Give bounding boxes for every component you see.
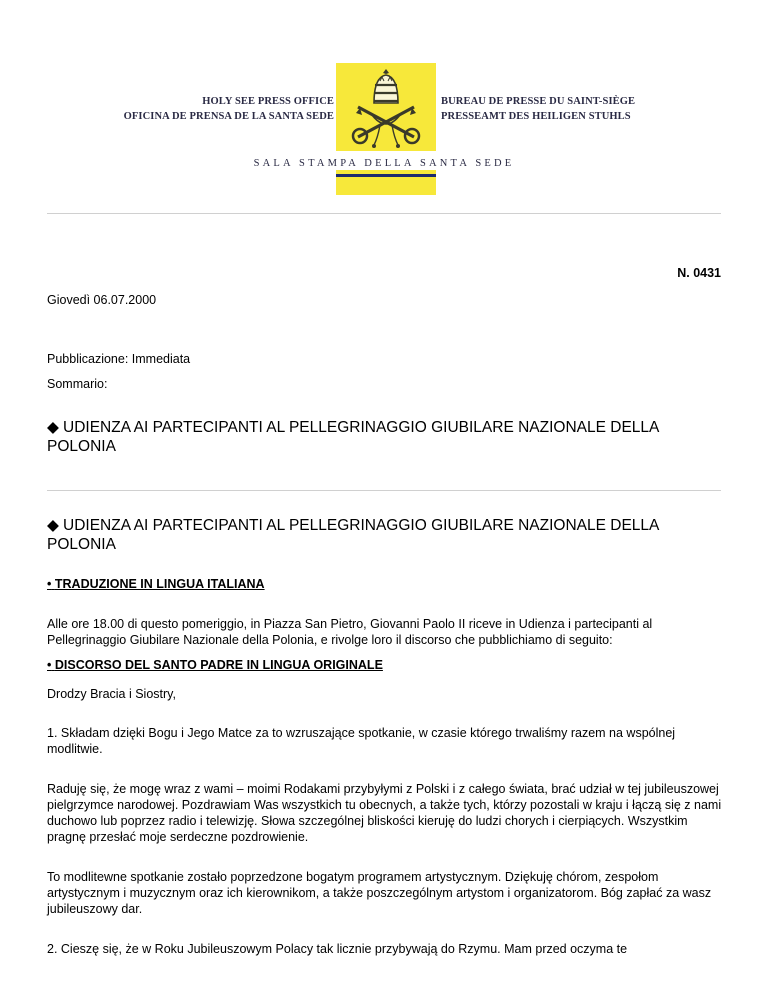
letterhead-right (441, 94, 635, 124)
summary-headline-text: UDIENZA AI PARTECIPANTI AL PELLEGRINAGGIO GIUBILARE NAZIONALE DELLA POLONIA (47, 419, 659, 455)
intro-paragraph: Alle ore 18.00 di questo pomeriggio, in Piazza San Pietro, Giovanni Paolo II riceve in Udienza i partecipanti al Pellegrinaggio Giubilare Nazionale della Polonia, e rivolge loro il discorso che pubblichiamo di seguito: (47, 617, 653, 647)
dot-bullet-icon: • (47, 658, 52, 672)
section-headline-text: UDIENZA AI PARTECIPANTI AL PELLEGRINAGGIO GIUBILARE NAZIONALE DELLA POLONIA (47, 517, 659, 553)
publication-status: Pubblicazione: Immediata (47, 352, 191, 366)
bulletin-date: Giovedì 06.07.2000 (47, 293, 157, 307)
diamond-bullet-icon: ◆ (47, 419, 59, 436)
divider-middle (47, 490, 721, 491)
letterhead-english: HOLY SEE PRESS OFFICE (202, 96, 334, 107)
bulletin-number: N. 0431 (677, 266, 721, 280)
section-headline (47, 516, 727, 554)
letterhead-german: PRESSEAMT DES HEILIGEN STUHLS (441, 111, 631, 122)
link-italian-translation[interactable] (47, 577, 265, 591)
papal-emblem (336, 63, 436, 151)
paragraph-1: 1. Składam dzięki Bogu i Jego Matce za to wzruszające spotkanie, w czasie którego trwaliśmy razem na wspólnej modlitwie. (47, 726, 676, 756)
greeting: Drodzy Bracia i Siostry, (47, 687, 176, 701)
paragraph-2: Raduję się, że mogę wraz z wami – moimi Rodakami przybyłymi z Polski i z całego świata, brać udział w tej jubileuszowej pielgrzymce narodowej. Pozdrawiam Was wszystkich tu obecnych, a także tych, którzy pozostali w kraju i łączą się z nami duchowo lub poprzez radio i telewizję. Słowa szczególnej bliskości kieruję do ludzi chorych i cierpiących. Wszystkim pragnę przesłać moje serdeczne pozdrowienie. (47, 782, 722, 844)
divider-top (47, 213, 721, 214)
letterhead-stripe-lower (336, 177, 436, 195)
letterhead-italian: SALA STAMPA DELLA SANTA SEDE (253, 158, 515, 169)
letterhead-spanish: OFICINA DE PRENSA DE LA SANTA SEDE (123, 111, 334, 122)
dot-bullet-icon: • (47, 577, 52, 591)
summary-label: Sommario: (47, 377, 108, 391)
link-italian-translation-text: TRADUZIONE IN LINGUA ITALIANA (54, 577, 265, 591)
papal-coat-of-arms-icon (336, 63, 436, 151)
letterhead (0, 0, 768, 200)
link-original-language-text: DISCORSO DEL SANTO PADRE IN LINGUA ORIGINALE (54, 658, 383, 672)
summary-headline[interactable] (47, 418, 727, 456)
paragraph-3: To modlitewne spotkanie zostało poprzedzone bogatym programem artystycznym. Dziękuję chórom, zespołom artystycznym i muzycznym oraz ich kierownikom, a także poszczególnym artystom i organizatorom. Bóg zapłać za wasz jubileuszowy dar. (47, 870, 712, 916)
paragraph-4: 2. Cieszę się, że w Roku Jubileuszowym Polacy tak licznie przybywają do Rzymu. Mam przed oczyma te (47, 942, 628, 956)
letterhead-left (124, 94, 334, 124)
letterhead-french: BUREAU DE PRESSE DU SAINT-SIÈGE (441, 96, 636, 107)
link-original-language[interactable] (47, 658, 383, 672)
diamond-bullet-icon: ◆ (47, 517, 59, 534)
